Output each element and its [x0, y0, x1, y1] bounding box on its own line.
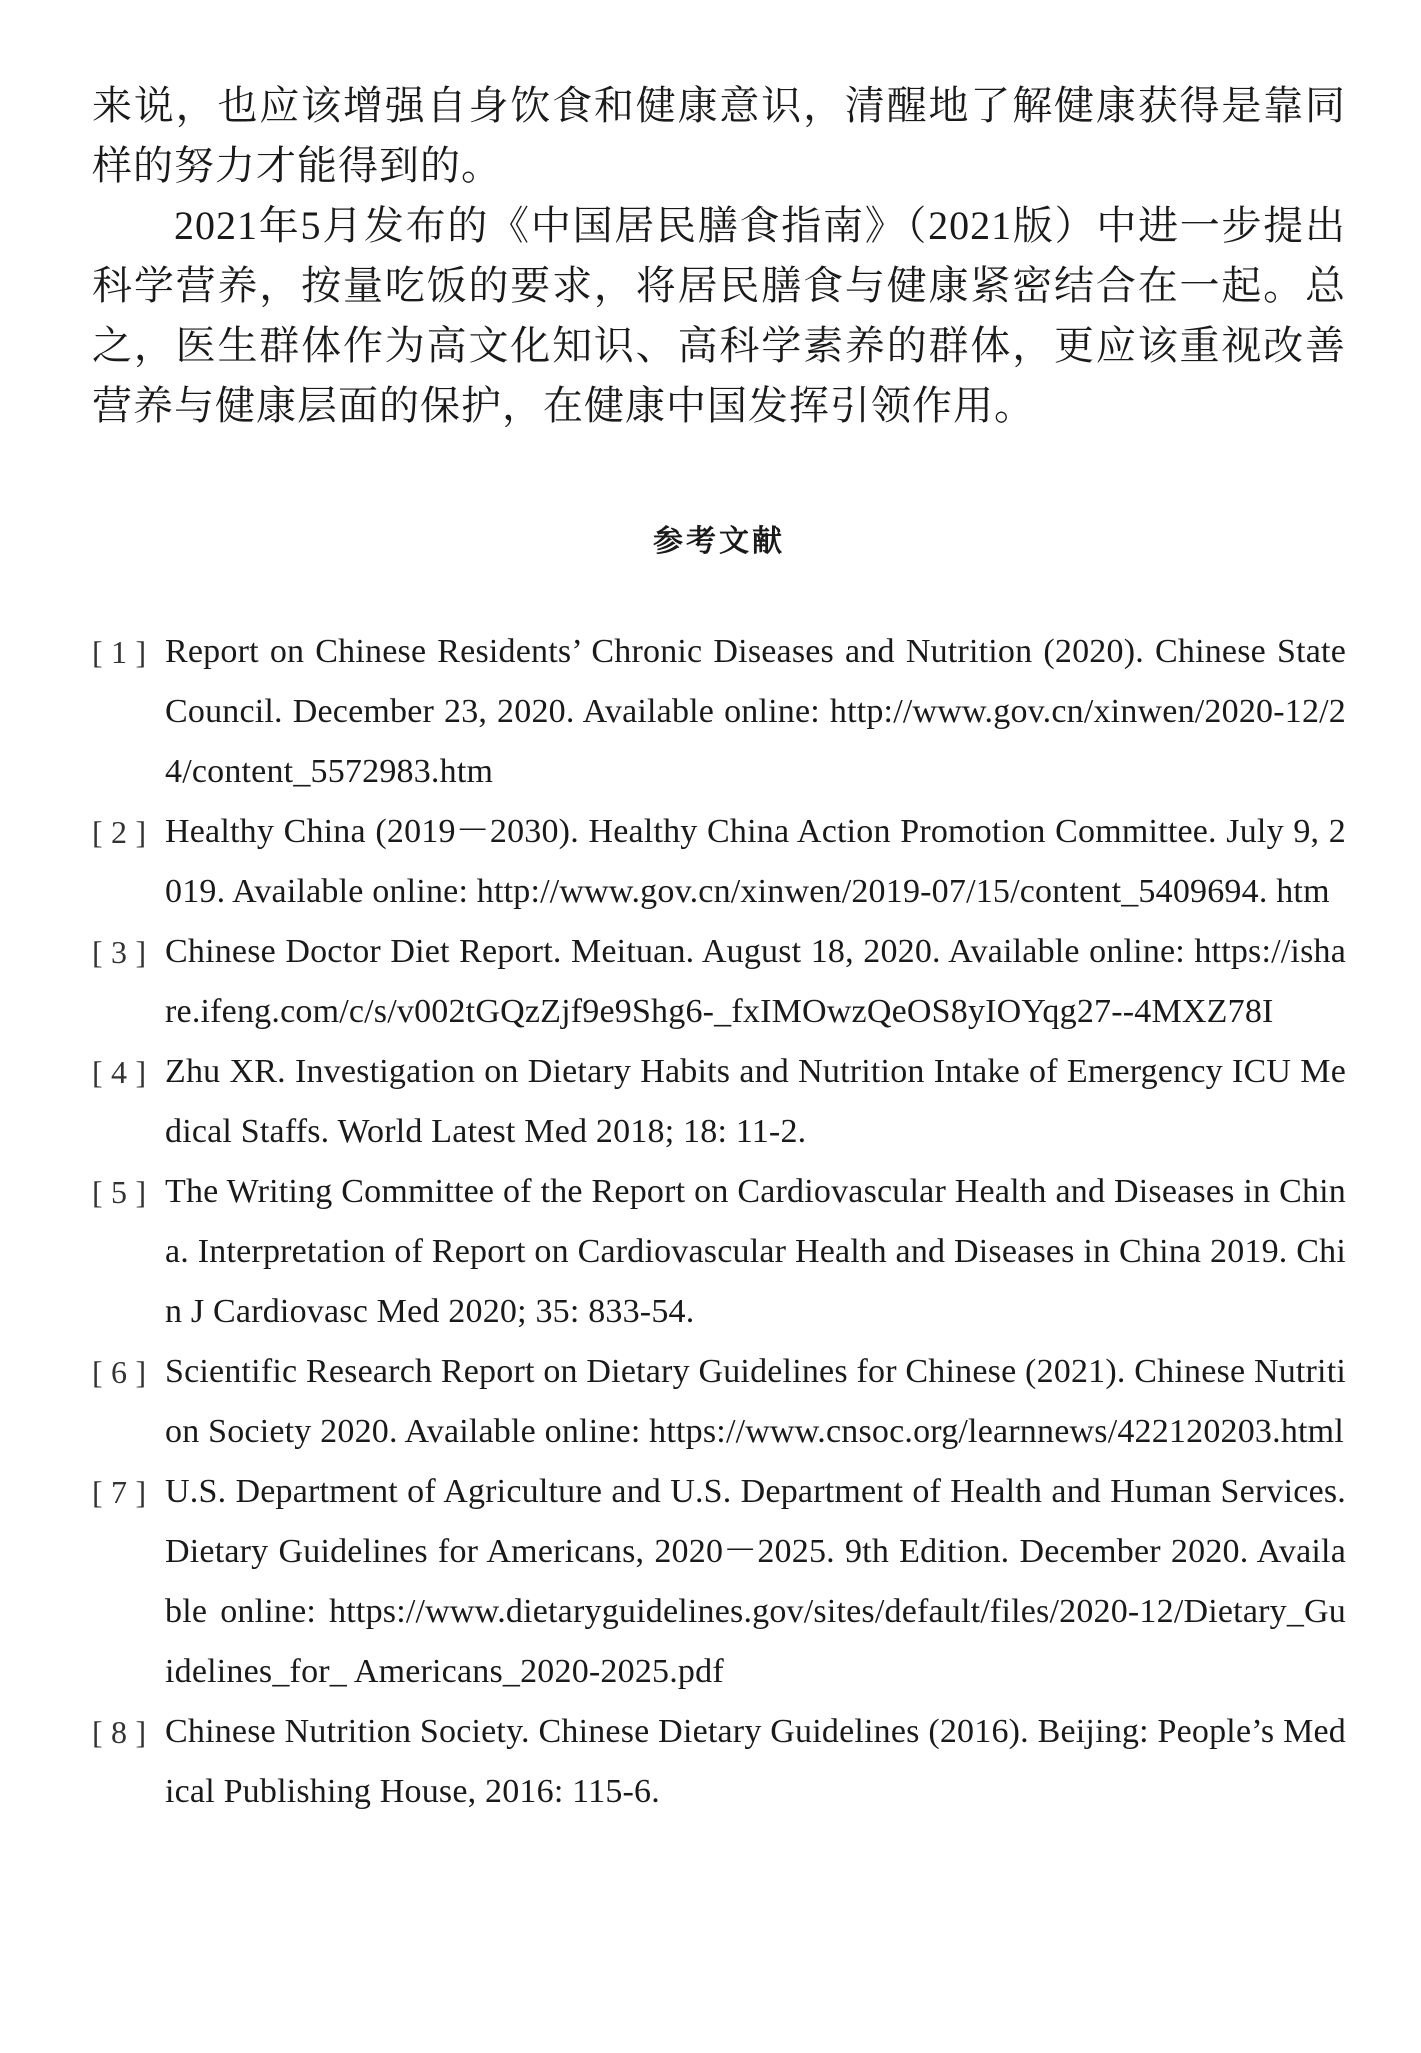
reference-item: [92, 1702, 1346, 1822]
reference-number: [ 5 ]: [92, 1174, 147, 1210]
reference-text: Chinese Nutrition Society. Chinese Dietary Guidelines (2016). Beijing: People’s Medical Publishing House, 2016: 115-6.: [165, 1713, 1346, 1810]
reference-text: U.S. Department of Agriculture and U.S. Department of Health and Human Services. Dietary Guidelines for Americans, 2020－2025. 9th Edition. December 2020. Available online: https://www.dietaryguidelines.gov/sites/default/files/2020-12/Dietary_Guidelines_for_ Americans_2020-2025.pdf: [165, 1473, 1346, 1690]
body-paragraph: 2021年5月发布的《中国居民膳食指南》（2021版）中进一步提出科学营养，按量吃饭的要求，将居民膳食与健康紧密结合在一起。总之，医生群体作为高文化知识、高科学素养的群体，更应该重视改善营养与健康层面的保护，在健康中国发挥引领作用。: [92, 203, 1346, 428]
reference-number: [ 8 ]: [92, 1714, 147, 1750]
reference-text: Healthy China (2019－2030). Healthy China Action Promotion Committee. July 9, 2019. Available online: http://www.gov.cn/xinwen/2019-07/15/content_5409694. htm: [165, 813, 1346, 910]
reference-text: Zhu XR. Investigation on Dietary Habits and Nutrition Intake of Emergency ICU Medical Staffs. World Latest Med 2018; 18: 11-2.: [165, 1053, 1346, 1150]
body-paragraph: 来说，也应该增强自身饮食和健康意识，清醒地了解健康获得是靠同样的努力才能得到的。: [92, 83, 1346, 188]
reference-item: [92, 802, 1346, 922]
reference-item: [92, 1342, 1346, 1462]
reference-text: Chinese Doctor Diet Report. Meituan. August 18, 2020. Available online: https://ishare.ifeng.com/c/s/v002tGQzZjf9e9Shg6-_fxIMOwzQeOS8yIOYqg27--4MXZ78I: [165, 933, 1346, 1030]
references-heading: 参考文献: [653, 524, 785, 559]
reference-number: [ 4 ]: [92, 1054, 147, 1090]
reference-item: [92, 622, 1346, 802]
reference-number: [ 2 ]: [92, 814, 147, 850]
reference-item: [92, 922, 1346, 1042]
reference-text: The Writing Committee of the Report on Cardiovascular Health and Diseases in China. Interpretation of Report on Cardiovascular Health and Diseases in China 2019. Chin J Cardiovasc Med 2020; 35: 833-54.: [165, 1173, 1346, 1330]
reference-item: [92, 1462, 1346, 1702]
reference-list: [92, 622, 1346, 1822]
reference-item: [92, 1042, 1346, 1162]
reference-item: [92, 1162, 1346, 1342]
reference-number: [ 7 ]: [92, 1474, 147, 1510]
reference-text: Scientific Research Report on Dietary Guidelines for Chinese (2021). Chinese Nutrition Society 2020. Available online: https://www.cnsoc.org/learnnews/422120203.html: [165, 1353, 1347, 1450]
reference-text: Report on Chinese Residents’ Chronic Diseases and Nutrition (2020). Chinese State Council. December 23, 2020. Available online: http://www.gov.cn/xinwen/2020-12/24/content_5572983.htm: [165, 633, 1346, 790]
reference-number: [ 1 ]: [92, 634, 147, 670]
reference-number: [ 6 ]: [92, 1354, 147, 1390]
reference-number: [ 3 ]: [92, 934, 147, 970]
document-page: [92, 76, 1346, 1822]
